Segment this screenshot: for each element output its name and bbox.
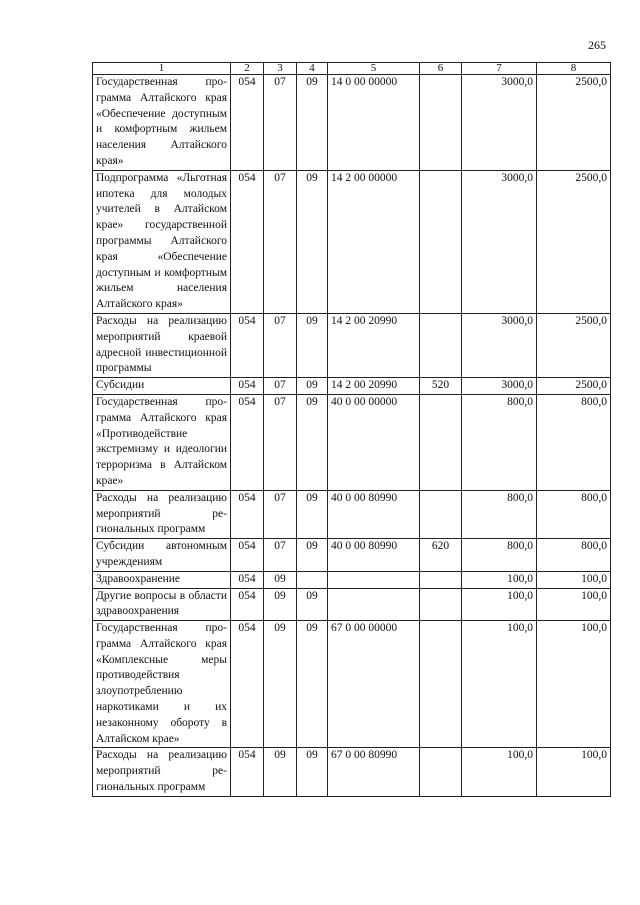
sum-column-7: 100,0	[462, 588, 537, 621]
expense-type-code	[420, 621, 462, 748]
expense-type-code	[420, 75, 462, 171]
subsection-code: 09	[297, 588, 328, 621]
sum-column-7: 800,0	[462, 539, 537, 572]
item-name: Подпрограмма «Льготная ипотека для молодых учителей в Алтайском крае» государственной программы Алтайского края «Обеспечение доступным и комфортным жильем населения Алтайского края»	[93, 170, 231, 313]
ministry-code: 054	[231, 539, 264, 572]
item-name: Субсидии автономным учреждениям	[93, 539, 231, 572]
ministry-code: 054	[231, 378, 264, 395]
target-code: 67 0 00 00000	[328, 621, 420, 748]
item-name: Государственная программа Алтайского края «Комплексные меры противодействия злоупотреблению наркотиками и их незаконному обороту в Алтайском крае»	[93, 621, 231, 748]
section-code: 07	[264, 170, 297, 313]
section-code: 07	[264, 313, 297, 377]
ministry-code: 054	[231, 75, 264, 171]
ministry-code: 054	[231, 170, 264, 313]
item-name: Субсидии	[93, 378, 231, 395]
target-code: 14 2 00 20990	[328, 313, 420, 377]
subsection-code: 09	[297, 621, 328, 748]
sum-column-8: 800,0	[537, 490, 611, 538]
table-row	[93, 490, 611, 538]
sum-column-8: 2500,0	[537, 75, 611, 171]
sum-column-7: 800,0	[462, 490, 537, 538]
subsection-code: 09	[297, 170, 328, 313]
subsection-code: 09	[297, 75, 328, 171]
sum-column-8: 2500,0	[537, 313, 611, 377]
sum-column-7: 3000,0	[462, 378, 537, 395]
sum-column-8: 2500,0	[537, 170, 611, 313]
ministry-code: 054	[231, 588, 264, 621]
target-code: 67 0 00 80990	[328, 748, 420, 796]
item-name: Расходы на реализацию мероприятий краевой адресной инвестиционной программы	[93, 313, 231, 377]
column-header: 1	[93, 63, 231, 75]
expense-type-code	[420, 313, 462, 377]
item-name: Здравоохранение	[93, 571, 231, 588]
table-row	[93, 313, 611, 377]
sum-column-7: 100,0	[462, 571, 537, 588]
subsection-code: 09	[297, 378, 328, 395]
target-code: 14 2 00 00000	[328, 170, 420, 313]
subsection-code: 09	[297, 394, 328, 490]
target-code: 40 0 00 80990	[328, 539, 420, 572]
expense-type-code	[420, 394, 462, 490]
ministry-code: 054	[231, 394, 264, 490]
target-code: 40 0 00 80990	[328, 490, 420, 538]
section-code: 09	[264, 588, 297, 621]
sum-column-7: 3000,0	[462, 170, 537, 313]
section-code: 07	[264, 539, 297, 572]
table-row	[93, 75, 611, 171]
table-row	[93, 588, 611, 621]
item-name: Расходы на реализацию мероприятий региональных программ	[93, 748, 231, 796]
ministry-code: 054	[231, 621, 264, 748]
column-header: 8	[537, 63, 611, 75]
column-header: 4	[297, 63, 328, 75]
ministry-code: 054	[231, 748, 264, 796]
section-code: 07	[264, 394, 297, 490]
column-header: 7	[462, 63, 537, 75]
table-row	[93, 571, 611, 588]
expense-type-code: 520	[420, 378, 462, 395]
expense-type-code	[420, 490, 462, 538]
target-code: 14 2 00 20990	[328, 378, 420, 395]
subsection-code: 09	[297, 490, 328, 538]
section-code: 09	[264, 621, 297, 748]
subsection-code: 09	[297, 313, 328, 377]
subsection-code	[297, 571, 328, 588]
expense-type-code	[420, 170, 462, 313]
target-code	[328, 571, 420, 588]
ministry-code: 054	[231, 490, 264, 538]
expense-type-code	[420, 588, 462, 621]
target-code: 14 0 00 00000	[328, 75, 420, 171]
column-header: 2	[231, 63, 264, 75]
sum-column-7: 100,0	[462, 621, 537, 748]
subsection-code: 09	[297, 748, 328, 796]
section-code: 07	[264, 75, 297, 171]
sum-column-8: 2500,0	[537, 378, 611, 395]
sum-column-7: 3000,0	[462, 75, 537, 171]
column-header: 6	[420, 63, 462, 75]
expense-type-code	[420, 748, 462, 796]
sum-column-8: 100,0	[537, 571, 611, 588]
subsection-code: 09	[297, 539, 328, 572]
target-code	[328, 588, 420, 621]
item-name: Другие вопросы в области здравоохранения	[93, 588, 231, 621]
section-code: 09	[264, 571, 297, 588]
sum-column-8: 800,0	[537, 394, 611, 490]
page-number: 265	[588, 38, 606, 52]
item-name: Государственная программа Алтайского края «Обеспечение доступным и комфортным жильем населения Алтайского края»	[93, 75, 231, 171]
target-code: 40 0 00 00000	[328, 394, 420, 490]
table-row	[93, 378, 611, 395]
item-name: Государственная программа Алтайского края «Противодействие экстремизму и идеологии терроризма в Алтайском крае»	[93, 394, 231, 490]
expense-type-code	[420, 571, 462, 588]
item-name: Расходы на реализацию мероприятий региональных программ	[93, 490, 231, 538]
sum-column-8: 100,0	[537, 621, 611, 748]
budget-table	[92, 62, 611, 797]
sum-column-7: 800,0	[462, 394, 537, 490]
table-row	[93, 394, 611, 490]
column-header: 3	[264, 63, 297, 75]
sum-column-8: 100,0	[537, 588, 611, 621]
sum-column-8: 100,0	[537, 748, 611, 796]
sum-column-8: 800,0	[537, 539, 611, 572]
ministry-code: 054	[231, 571, 264, 588]
table-row	[93, 170, 611, 313]
table-row	[93, 748, 611, 796]
section-code: 09	[264, 748, 297, 796]
section-code: 07	[264, 490, 297, 538]
column-header: 5	[328, 63, 420, 75]
table-row	[93, 621, 611, 748]
section-code: 07	[264, 378, 297, 395]
header-row	[93, 63, 611, 75]
sum-column-7: 3000,0	[462, 313, 537, 377]
sum-column-7: 100,0	[462, 748, 537, 796]
table-row	[93, 539, 611, 572]
ministry-code: 054	[231, 313, 264, 377]
expense-type-code: 620	[420, 539, 462, 572]
